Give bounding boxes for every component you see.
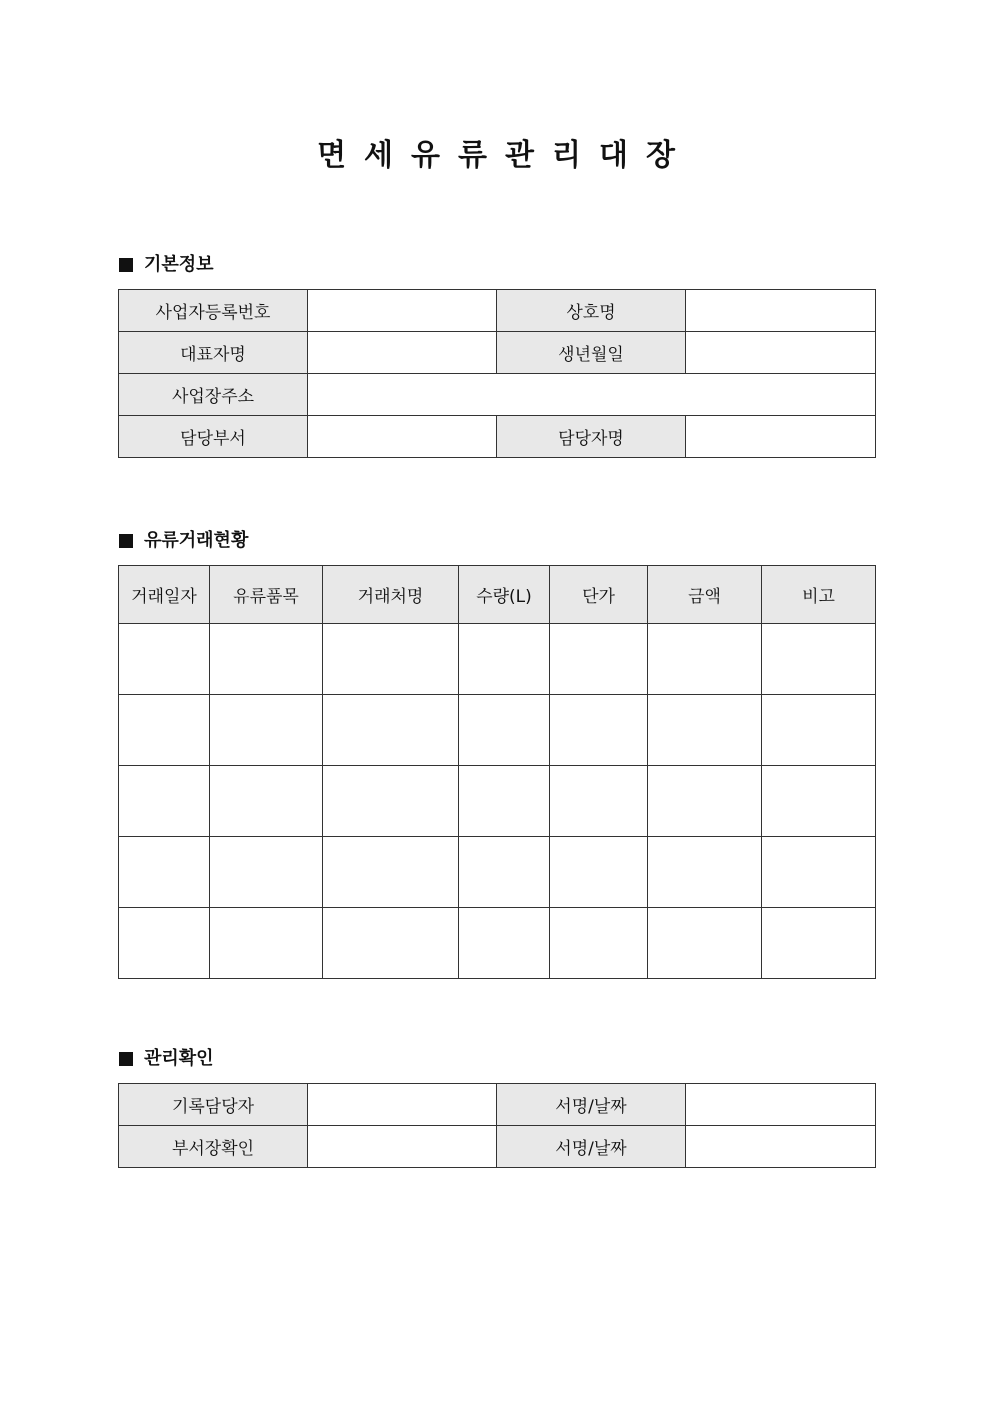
trade-cell[interactable] <box>550 695 648 766</box>
label-dept-head-confirm: 부서장확인 <box>119 1126 308 1168</box>
trade-cell[interactable] <box>323 837 459 908</box>
label-representative: 대표자명 <box>119 332 308 374</box>
trade-cell[interactable] <box>550 766 648 837</box>
trade-cell[interactable] <box>648 908 762 979</box>
section-basic-info-heading <box>119 253 214 277</box>
col-header-vendor: 거래처명 <box>323 566 459 624</box>
trade-cell[interactable] <box>210 837 323 908</box>
trade-cell[interactable] <box>459 908 550 979</box>
confirm-table <box>118 1083 876 1168</box>
trade-cell[interactable] <box>648 837 762 908</box>
trade-cell[interactable] <box>323 908 459 979</box>
trade-cell[interactable] <box>648 766 762 837</box>
field-recorder[interactable] <box>308 1084 497 1126</box>
label-company-name: 상호명 <box>497 290 686 332</box>
field-dept-head-signature-date[interactable] <box>686 1126 876 1168</box>
trade-cell[interactable] <box>210 695 323 766</box>
table-row <box>119 837 876 908</box>
label-manager-name: 담당자명 <box>497 416 686 458</box>
table-row <box>119 290 876 332</box>
table-row <box>119 695 876 766</box>
field-manager-name[interactable] <box>686 416 876 458</box>
trade-cell[interactable] <box>648 695 762 766</box>
field-birthdate[interactable] <box>686 332 876 374</box>
trade-cell[interactable] <box>119 695 210 766</box>
table-row <box>119 1126 876 1168</box>
section-title: 유류거래현황 <box>144 530 249 551</box>
field-department[interactable] <box>308 416 497 458</box>
label-recorder: 기록담당자 <box>119 1084 308 1126</box>
table-row <box>119 766 876 837</box>
col-header-quantity: 수량(L) <box>459 566 550 624</box>
trade-cell[interactable] <box>459 624 550 695</box>
trade-cell[interactable] <box>459 695 550 766</box>
label-birthdate: 생년월일 <box>497 332 686 374</box>
table-row <box>119 416 876 458</box>
field-business-address[interactable] <box>308 374 876 416</box>
field-representative[interactable] <box>308 332 497 374</box>
trade-cell[interactable] <box>119 624 210 695</box>
trade-cell[interactable] <box>119 908 210 979</box>
field-company-name[interactable] <box>686 290 876 332</box>
trade-cell[interactable] <box>323 695 459 766</box>
table-header-row <box>119 566 876 624</box>
trade-cell[interactable] <box>210 908 323 979</box>
col-header-unit-price: 단가 <box>550 566 648 624</box>
square-bullet-icon <box>119 258 133 272</box>
field-business-reg-no[interactable] <box>308 290 497 332</box>
section-title: 기본정보 <box>144 254 214 275</box>
label-signature-date: 서명/날짜 <box>497 1126 686 1168</box>
col-header-fuel-item: 유류품목 <box>210 566 323 624</box>
trade-cell[interactable] <box>550 837 648 908</box>
trade-cell[interactable] <box>210 624 323 695</box>
trade-cell[interactable] <box>762 837 876 908</box>
col-header-amount: 금액 <box>648 566 762 624</box>
square-bullet-icon <box>119 534 133 548</box>
section-confirm-heading <box>119 1047 214 1071</box>
trade-cell[interactable] <box>323 624 459 695</box>
label-business-address: 사업장주소 <box>119 374 308 416</box>
section-title: 관리확인 <box>144 1048 214 1069</box>
trade-cell[interactable] <box>459 837 550 908</box>
trade-cell[interactable] <box>323 766 459 837</box>
label-signature-date: 서명/날짜 <box>497 1084 686 1126</box>
table-row <box>119 332 876 374</box>
trade-cell[interactable] <box>119 766 210 837</box>
trade-cell[interactable] <box>762 695 876 766</box>
table-row <box>119 1084 876 1126</box>
trade-cell[interactable] <box>762 624 876 695</box>
trade-cell[interactable] <box>762 908 876 979</box>
trade-cell[interactable] <box>648 624 762 695</box>
trade-cell[interactable] <box>550 624 648 695</box>
trade-cell[interactable] <box>550 908 648 979</box>
label-department: 담당부서 <box>119 416 308 458</box>
field-dept-head-confirm[interactable] <box>308 1126 497 1168</box>
trade-cell[interactable] <box>459 766 550 837</box>
trade-cell[interactable] <box>762 766 876 837</box>
field-recorder-signature-date[interactable] <box>686 1084 876 1126</box>
label-business-reg-no: 사업자등록번호 <box>119 290 308 332</box>
trade-table-body <box>119 624 876 979</box>
basic-info-table <box>118 289 876 458</box>
document-title: 면세유류관리대장 <box>317 138 693 173</box>
table-row <box>119 374 876 416</box>
trade-table <box>118 565 876 979</box>
table-row <box>119 624 876 695</box>
square-bullet-icon <box>119 1052 133 1066</box>
section-trade-heading <box>119 529 248 553</box>
col-header-remarks: 비고 <box>762 566 876 624</box>
table-row <box>119 908 876 979</box>
col-header-date: 거래일자 <box>119 566 210 624</box>
trade-cell[interactable] <box>210 766 323 837</box>
trade-cell[interactable] <box>119 837 210 908</box>
